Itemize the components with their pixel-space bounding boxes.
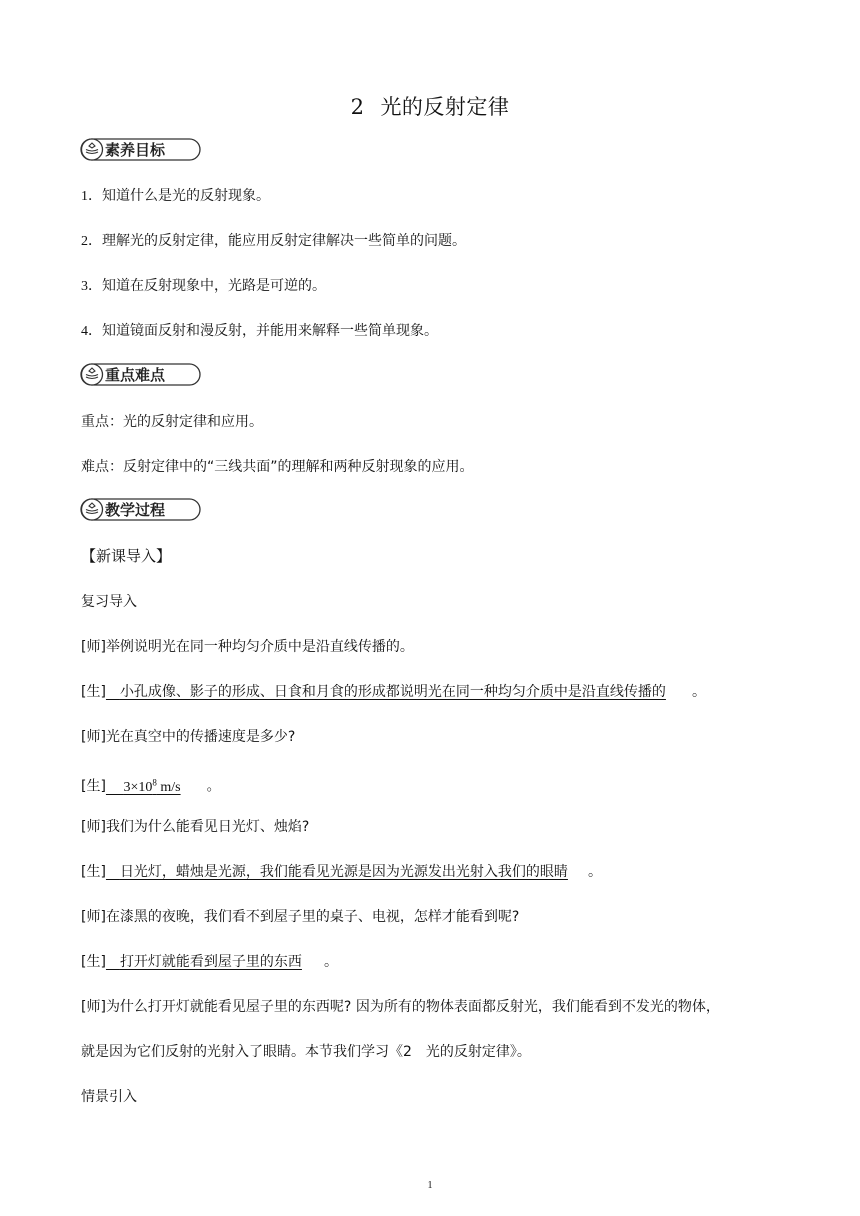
page-number: 1: [427, 1180, 433, 1191]
goal-item: 1．知道什么是光的反射现象。: [81, 188, 270, 204]
student-answer: 小孔成像、影子的形成、日食和月食的形成都说明光在同一种均匀介质中是沿直线传播的: [119, 684, 666, 700]
badge-label: 重点难点: [105, 366, 166, 384]
goal-item: 3．知道在反射现象中，光路是可逆的。: [81, 278, 326, 294]
intro-heading: 【新课导入】: [81, 547, 172, 565]
teacher-line: [师]举例说明光在同一种均匀介质中是沿直线传播的。: [81, 639, 414, 655]
teacher-line: [师]光在真空中的传播速度是多少?: [81, 729, 296, 745]
student-line: [生] 日光灯，蜡烛是光源，我们能看见光源是因为光源发出光射入我们的眼睛 。: [81, 864, 602, 880]
review-label: 复习导入: [81, 594, 137, 610]
teacher-line-continued: 就是因为它们反射的光射入了眼睛。本节我们学习《2 光的反射定律》。: [81, 1044, 531, 1060]
section-badge-goals: [80, 137, 201, 162]
goal-item: 2．理解光的反射定律，能应用反射定律解决一些简单的问题。: [81, 233, 466, 249]
student-line: [生] 小孔成像、影子的形成、日食和月食的形成都说明光在同一种均匀介质中是沿直线传播的 。: [81, 684, 706, 700]
title-number: 2: [350, 95, 365, 119]
badge-label: 教学过程: [105, 501, 166, 519]
page-title: [0, 93, 860, 121]
teacher-line: [师]我们为什么能看见日光灯、烛焰?: [81, 819, 310, 835]
section-badge-process: [80, 497, 201, 522]
student-line: [生] $3\times 10^8$ m/s 。: [81, 777, 221, 795]
student-line: [生] 打开灯就能看到屋子里的东西 。: [81, 954, 338, 970]
key-difficulty: 难点：反射定律中的“三线共面”的理解和两种反射现象的应用。: [81, 459, 474, 475]
teacher-line: [师]在漆黑的夜晚，我们看不到屋子里的桌子、电视，怎样才能看到呢?: [81, 909, 520, 925]
key-focus: 重点：光的反射定律和应用。: [81, 414, 263, 430]
scene-label: 情景引入: [81, 1089, 137, 1105]
teacher-line: [师]为什么打开灯就能看见屋子里的东西呢? 因为所有的物体表面都反射光，我们能看到不发光的物体，: [81, 999, 720, 1015]
student-answer: 日光灯，蜡烛是光源，我们能看见光源是因为光源发出光射入我们的眼睛: [119, 864, 568, 880]
title-text: 光的反射定律: [380, 95, 510, 119]
badge-label: 素养目标: [105, 141, 166, 159]
section-badge-key-points: [80, 362, 201, 387]
student-answer: 打开灯就能看到屋子里的东西: [119, 954, 302, 970]
goal-item: 4．知道镜面反射和漫反射，并能用来解释一些简单现象。: [81, 323, 438, 339]
